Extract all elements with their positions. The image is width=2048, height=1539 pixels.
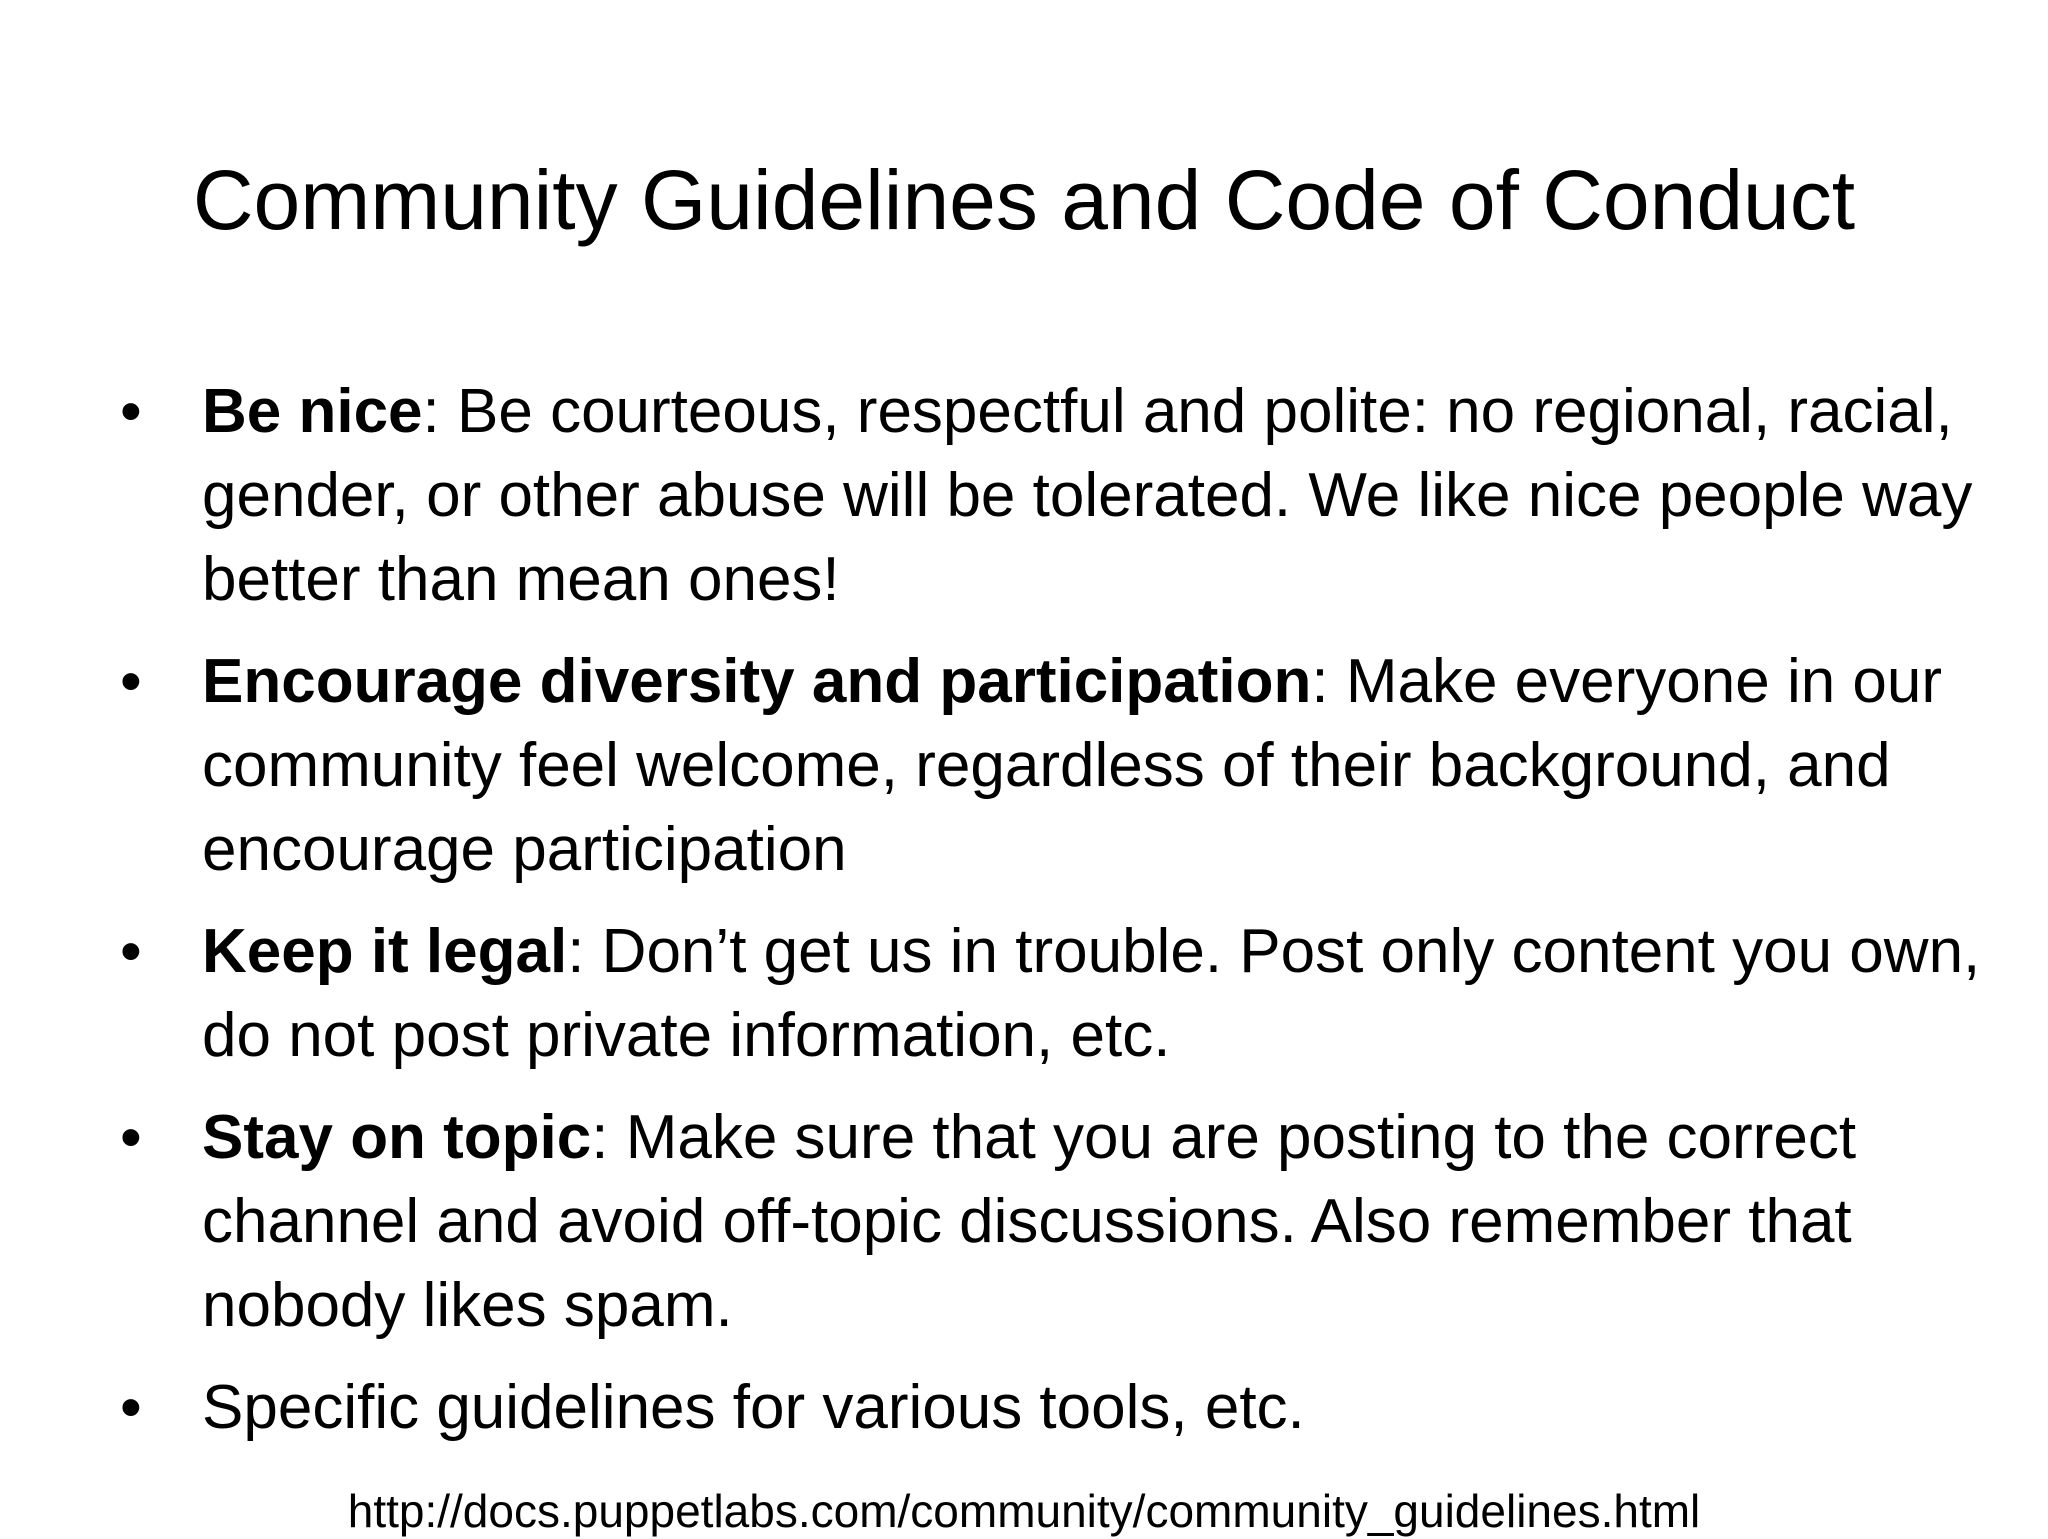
bullet-separator: : [567, 917, 585, 986]
list-item-specific-guidelines [120, 1366, 2000, 1450]
bullet-separator: : [1311, 647, 1329, 716]
list-item-encourage-diversity [120, 640, 2000, 892]
bullet-text: Don’t get us in trouble. Post only content you own, do not post private information, etc. [202, 917, 1981, 1070]
bullet-text: Make everyone in our community feel welcome, regardless of their background, and encourage participation [202, 647, 1943, 884]
bullet-term: Encourage diversity and participation [202, 647, 1312, 716]
bullet-icon: • [120, 917, 142, 986]
list-item-stay-on-topic [120, 1096, 2000, 1348]
slide-title: Community Guidelines and Code of Conduct [192, 153, 1856, 247]
bullet-separator: : [422, 377, 440, 446]
list-item-be-nice [120, 370, 2000, 622]
bullet-term: Be nice [202, 377, 423, 446]
bullet-icon: • [120, 1373, 142, 1442]
bullet-separator: : [591, 1103, 609, 1172]
bullet-text: Specific guidelines for various tools, etc. [202, 1373, 1305, 1442]
bullet-term: Keep it legal [202, 917, 568, 986]
guidelines-list [120, 370, 2000, 1468]
bullet-icon: • [120, 1103, 142, 1172]
bullet-text: Make sure that you are posting to the correct channel and avoid off-topic discussions. Also remember that nobody likes spam. [202, 1103, 1857, 1340]
bullet-icon: • [120, 647, 142, 716]
source-url: http://docs.puppetlabs.com/community/community_guidelines.html [347, 1485, 1701, 1537]
bullet-text: Be courteous, respectful and polite: no regional, racial, gender, or other abuse will be tolerated. We like nice people way better than mean ones! [202, 377, 1973, 614]
bullet-term: Stay on topic [202, 1103, 592, 1172]
bullet-icon: • [120, 377, 142, 446]
list-item-keep-it-legal [120, 910, 2000, 1078]
